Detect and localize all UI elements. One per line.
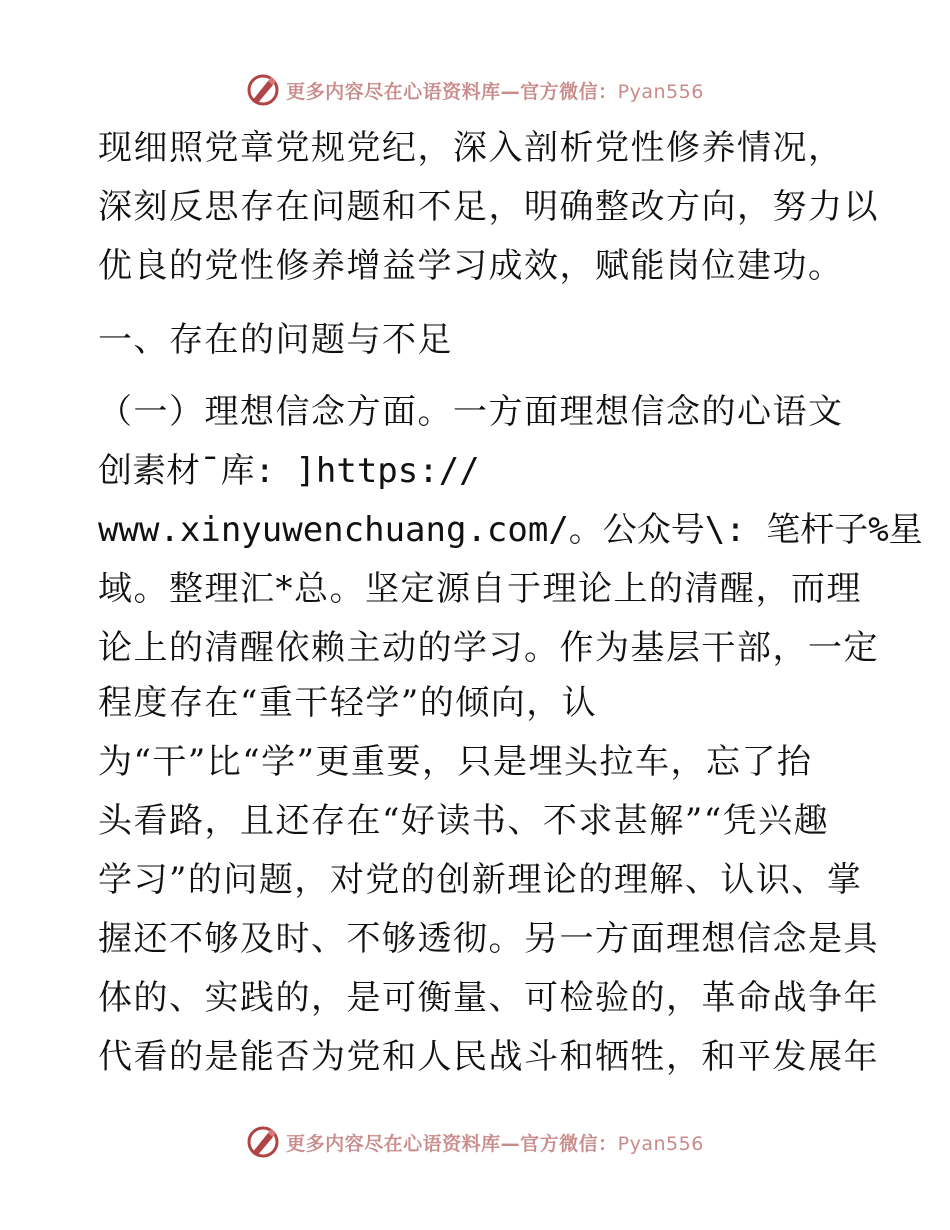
paragraph-ideals-line-11: 体的、实践的，是可衡量、可检验的，革命战争年 xyxy=(98,978,879,1018)
paragraph-ideals-line-1: （一）理想信念方面。一方面理想信念的心语文 xyxy=(98,392,844,432)
paragraph-intro-line-1: 现细照党章党规党纪，深入剖析党性修养情况， xyxy=(98,128,844,168)
paragraph-ideals-line-3: www.xinyuwenchuang.com/。公众号\: 笔杆子%星 xyxy=(98,510,923,550)
paragraph-ideals-line-4: 域。整理汇*总。坚定源自于理论上的清醒，而理 xyxy=(98,569,862,609)
paragraph-ideals-line-7: 为“干”比“学”更重要，只是埋头拉车，忘了抬 xyxy=(98,742,813,782)
paragraph-ideals-line-6: 程度存在“重干轻学”的倾向，认 xyxy=(98,683,598,723)
paragraph-ideals-line-9: 学习”的问题，对党的创新理论的理解、认识、掌 xyxy=(98,860,863,900)
paragraph-ideals-line-8: 头看路，且还存在“好读书、不求甚解”“凭兴趣 xyxy=(98,801,830,841)
watermark-wechat-id: Pyan556 xyxy=(617,1132,704,1155)
paragraph-ideals-line-2: 创素材¯库: ]https:// xyxy=(98,451,480,491)
paragraph-ideals-line-5: 论上的清醒依赖主动的学习。作为基层干部，一定 xyxy=(98,628,879,668)
section-heading: 一、存在的问题与不足 xyxy=(98,320,453,360)
paragraph-intro-line-3: 优良的党性修养增益学习成效，赋能岗位建功。 xyxy=(98,246,844,286)
paragraph-ideals-line-12: 代看的是能否为党和人民战斗和牺牲，和平发展年 xyxy=(98,1037,879,1077)
watermark-text: 更多内容尽在心语资料库—官方微信：Pyan556 xyxy=(286,1132,704,1155)
paragraph-ideals-line-10: 握还不够及时、不够透彻。另一方面理想信念是具 xyxy=(98,919,879,959)
pen-circle-logo-icon xyxy=(246,73,280,107)
watermark-text: 更多内容尽在心语资料库—官方微信：Pyan556 xyxy=(286,80,704,103)
pen-circle-logo-icon xyxy=(246,1125,280,1159)
header-watermark xyxy=(0,70,950,110)
paragraph-intro-line-2: 深刻反思存在问题和不足，明确整改方向，努力以 xyxy=(98,187,879,227)
footer-watermark xyxy=(0,1122,950,1162)
watermark-wechat-id: Pyan556 xyxy=(617,80,704,103)
